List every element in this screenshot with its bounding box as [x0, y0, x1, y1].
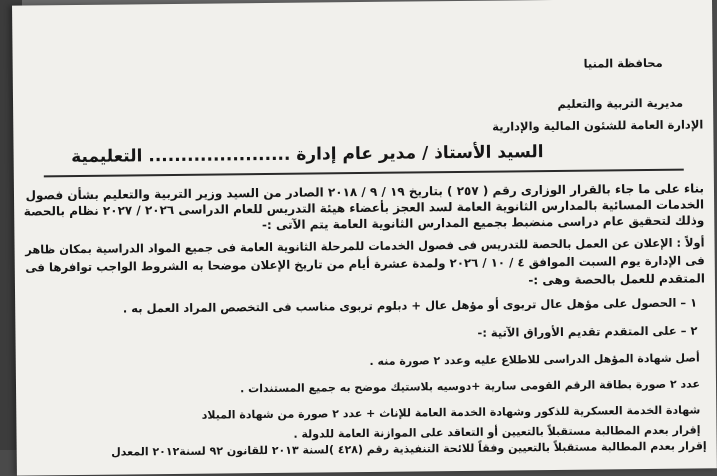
required-doc-2: عدد ٢ صورة بطاقة الرقم القومى سارية +دوسيه بلاستيك موضح به جميع المستندات . — [240, 377, 701, 396]
intro-line-1: بناء على ما جاء بالقرار الوزارى رقم ( ٢٥٧ ) بتاريخ ١٩ / ٩ / ٢٠١٨ الصادر من السيد وزير التربية والتعليم بشأن فصول — [25, 181, 705, 203]
addressee-line: السيد الأستاذ / مدير عام إدارة ...................... التعليمية — [71, 142, 544, 168]
section-one-line-1: أولاً : الإعلان عن العمل بالحصة للتدريس فى فصول الخدمات للمرحلة الثانوية العامة فى جميع المواد الدراسية بمكان ظاهر — [25, 235, 705, 257]
required-doc-4: إقرار بعدم المطالبة مستقبلاً بالتعيين أو التعاقد على الموازنة العامة للدولة . — [293, 423, 701, 441]
required-doc-5: إقرار بعدم المطالبة مستقبلاً بالتعيين وفقاً للائحة التنفيذية رقم (٤٢٨ )لسنة ٢٠١٣ للقانون ٩٢ لسنة٢٠١٢ المعدل — [111, 439, 707, 459]
required-doc-1: أصل شهادة المؤهل الدراسى للاطلاع عليه وعدد ٢ صورة منه . — [369, 351, 700, 368]
addressee-underline — [44, 169, 684, 177]
header-governorate: محافظة المنيا — [583, 55, 663, 71]
document-paper — [12, 0, 717, 476]
condition-1: ١ – الحصول على مؤهل عال تربوى أو مؤهل عال + دبلوم تربوى مناسب فى التخصص المراد العمل به . — [122, 295, 698, 316]
intro-line-2: الخدمات المسائية بالمدارس الثانوية العامة لسد العجز بأعضاء هيئة التدريس للعام الدراسى ٢٠٢٦ / ٢٠٢٧ نظام بالحصة — [23, 197, 705, 219]
intro-line-3: وذلك لتحقيق عام دراسى منضبط بجميع المدارس الثانوية العامة يتم الآتى :- — [261, 213, 705, 233]
header-department: الإدارة العامة للشئون المالية والإدارية — [492, 117, 704, 134]
letter — [12, 0, 717, 476]
section-one-line-3: المتقدم للعمل بالحصة وهى :- — [528, 271, 705, 288]
required-doc-3: شهادة الخدمة العسكرية للذكور وشهادة الخدمة العامة للإناث + عدد ٢ صورة من شهادة الميلاد — [201, 403, 701, 422]
header-directorate: مديرية التربية والتعليم — [557, 95, 684, 111]
condition-2: ٢ – على المتقدم تقديم الأوراق الآتية :- — [477, 323, 698, 340]
section-one-line-2: فى الإدارة يوم السبت الموافق ٤ / ١٠ / ٢٠٢٦ ولمدة عشرة أيام من تاريخ الإعلان موضحا به الشروط الواجب توافرها فى — [25, 253, 705, 275]
